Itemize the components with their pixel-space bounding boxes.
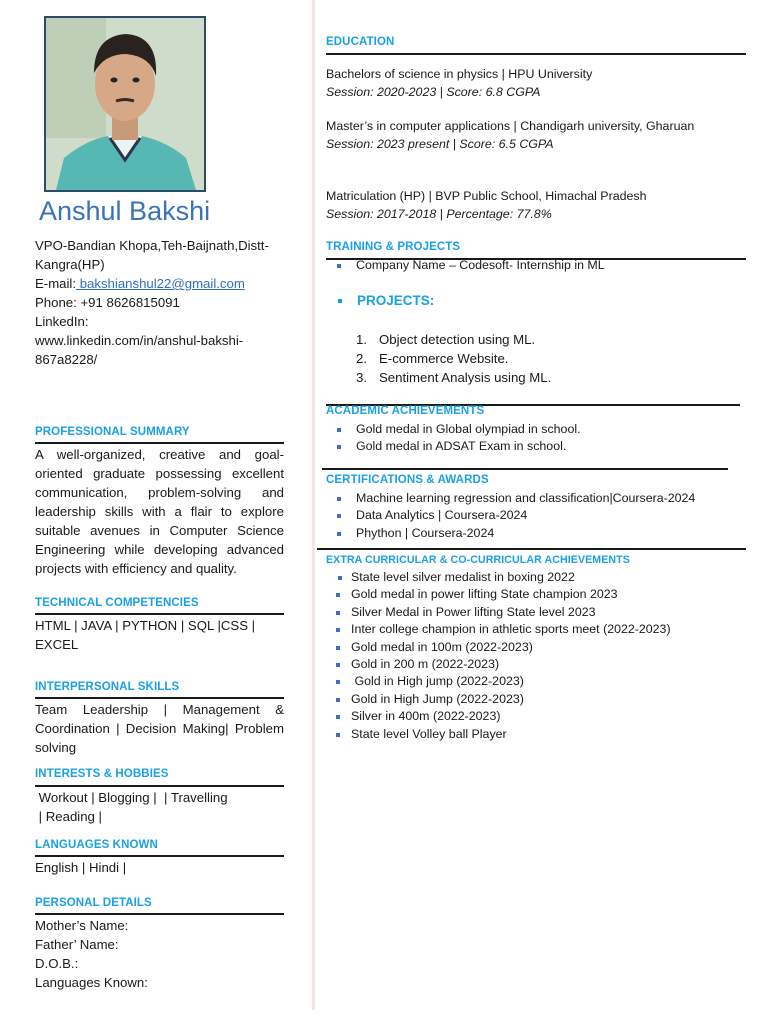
cert-item-2: Data Analytics | Coursera-2024 — [356, 507, 695, 524]
bullet-icon — [338, 576, 342, 580]
interests-rule — [35, 785, 284, 787]
linkedin-url-line-1: www.linkedin.com/in/anshul-bakshi- — [35, 333, 244, 348]
candidate-name: Anshul Bakshi — [39, 196, 211, 226]
personal-details — [35, 916, 284, 992]
bullet-icon — [337, 445, 341, 449]
education-rule — [326, 53, 746, 55]
extra-item: Gold in High Jump (2022-2023) — [351, 691, 671, 708]
bullet-icon — [336, 628, 340, 632]
bullet-icon — [337, 264, 341, 268]
education-item-1 — [326, 66, 592, 101]
interests-line-1: Workout | Blogging | | Travelling — [35, 790, 228, 805]
education-title-1: Bachelors of science in physics | HPU University — [326, 67, 593, 81]
email-label: E-mail: — [35, 276, 77, 291]
summary-text: A well-organized, creative and goal-oriented graduate possessing excellent communication, problem-solving and leadership skills with a flair to explore suitable avenues in Computer Science Engineering while developing advanced projects with efficiency and quality. — [35, 447, 284, 576]
column-divider — [312, 0, 315, 1010]
extra-item: State level Volley ball Player — [351, 726, 671, 743]
bullet-icon — [337, 514, 341, 518]
education-item-3 — [326, 188, 646, 223]
profile-photo — [44, 16, 206, 192]
bullet-icon — [337, 532, 341, 536]
contact-block — [35, 236, 284, 369]
project-item-1: 1. Object detection using ML. — [356, 332, 536, 347]
email-row — [35, 274, 284, 293]
extra-list — [351, 569, 671, 743]
technical-rule — [35, 613, 284, 615]
bullet-icon — [336, 715, 340, 719]
extra-item: Gold in High jump (2022-2023) — [351, 673, 671, 690]
academic-item-1: Gold medal in Global olympiad in school. — [356, 421, 581, 438]
personal-rule — [35, 913, 284, 915]
bullet-icon — [336, 593, 340, 597]
mother-name: Mother’s Name: — [35, 918, 129, 933]
training-item: Company Name – Codesoft- Internship in ML — [356, 257, 605, 274]
address-line-2: Kangra(HP) — [35, 257, 105, 272]
interests-line-2: | Reading | — [35, 809, 102, 824]
profile-photo-illustration — [46, 18, 204, 190]
training-heading: TRAINING & PROJECTS — [326, 241, 461, 253]
project-item-2: 2. E-commerce Website. — [356, 351, 509, 366]
bullet-icon — [336, 646, 340, 650]
interests-block — [35, 788, 284, 826]
projects-label: PROJECTS: — [357, 293, 435, 308]
interests-heading: INTERESTS & HOBBIES — [35, 768, 169, 780]
extra-top-rule — [317, 548, 746, 550]
bullet-icon — [336, 680, 340, 684]
academic-list — [356, 421, 581, 456]
technical-heading: TECHNICAL COMPETENCIES — [35, 597, 199, 609]
education-title-3: Matriculation (HP) | BVP Public School, Himachal Pradesh — [326, 189, 647, 203]
education-heading: EDUCATION — [326, 36, 395, 48]
phone: Phone: +91 8626815091 — [35, 295, 180, 310]
training-list — [356, 257, 605, 274]
linkedin-url-line-2: 867a8228/ — [35, 352, 98, 367]
education-detail-1: Session: 2020-2023 | Score: 6.8 CGPA — [326, 84, 541, 99]
cert-item-3: Phython | Coursera-2024 — [356, 525, 695, 542]
bullet-icon — [336, 698, 340, 702]
extra-heading: EXTRA CURRICULAR & CO-CURRICULAR ACHIEVEMENTS — [326, 554, 630, 566]
projects-list — [356, 330, 551, 387]
languages-rule — [35, 855, 284, 857]
projects-bullet-icon — [338, 299, 342, 303]
extra-item: State level silver medalist in boxing 2022 — [351, 569, 671, 586]
technical-text: HTML | JAVA | PYTHON | SQL |CSS | EXCEL — [35, 618, 256, 652]
address-line-1: VPO-Bandian Khopa,Teh-Baijnath,Distt- — [35, 238, 269, 253]
email-link[interactable]: bakshianshul22@gmail.com — [76, 276, 245, 291]
academic-item-2: Gold medal in ADSAT Exam in school. — [356, 438, 581, 455]
bullet-icon — [336, 611, 340, 615]
extra-item: Silver in 400m (2022-2023) — [351, 708, 671, 725]
academic-heading: ACADEMIC ACHIEVEMENTS — [326, 405, 485, 417]
cert-top-rule — [322, 468, 728, 470]
bullet-icon — [337, 497, 341, 501]
personal-heading: PERSONAL DETAILS — [35, 897, 152, 909]
extra-item: Gold medal in power lifting State champion 2023 — [351, 586, 671, 603]
extra-item: Inter college champion in athletic sports meet (2022-2023) — [351, 621, 671, 638]
dob: D.O.B.: — [35, 956, 79, 971]
interpersonal-heading: INTERPERSONAL SKILLS — [35, 681, 180, 693]
summary-rule — [35, 442, 284, 444]
education-detail-3: Session: 2017-2018 | Percentage: 77.8% — [326, 206, 552, 221]
interpersonal-rule — [35, 697, 284, 699]
summary-heading: PROFESSIONAL SUMMARY — [35, 426, 190, 438]
bullet-icon — [336, 663, 340, 667]
father-name: Father’ Name: — [35, 937, 119, 952]
education-detail-2: Session: 2023 present | Score: 6.5 CGPA — [326, 136, 554, 151]
bullet-icon — [337, 428, 341, 432]
cert-list — [356, 490, 695, 542]
extra-item: Gold medal in 100m (2022-2023) — [351, 639, 671, 656]
extra-item: Silver Medal in Power lifting State level 2023 — [351, 604, 671, 621]
bullet-icon — [336, 733, 340, 737]
education-title-2: Master’s in computer applications | Chandigarh university, Gharuan — [326, 119, 695, 133]
cert-item-1: Machine learning regression and classification|Coursera-2024 — [356, 490, 695, 507]
cert-heading: CERTIFICATIONS & AWARDS — [326, 474, 489, 486]
languages-text: English | Hindi | — [35, 860, 127, 875]
extra-item: Gold in 200 m (2022-2023) — [351, 656, 671, 673]
linkedin-label: LinkedIn: — [35, 314, 89, 329]
interpersonal-text: Team Leadership | Management & Coordination | Decision Making| Problem solving — [35, 702, 284, 755]
project-item-3: 3. Sentiment Analysis using ML. — [356, 370, 552, 385]
languages-heading: LANGUAGES KNOWN — [35, 839, 158, 851]
languages-known: Languages Known: — [35, 975, 148, 990]
education-item-2 — [326, 118, 694, 153]
